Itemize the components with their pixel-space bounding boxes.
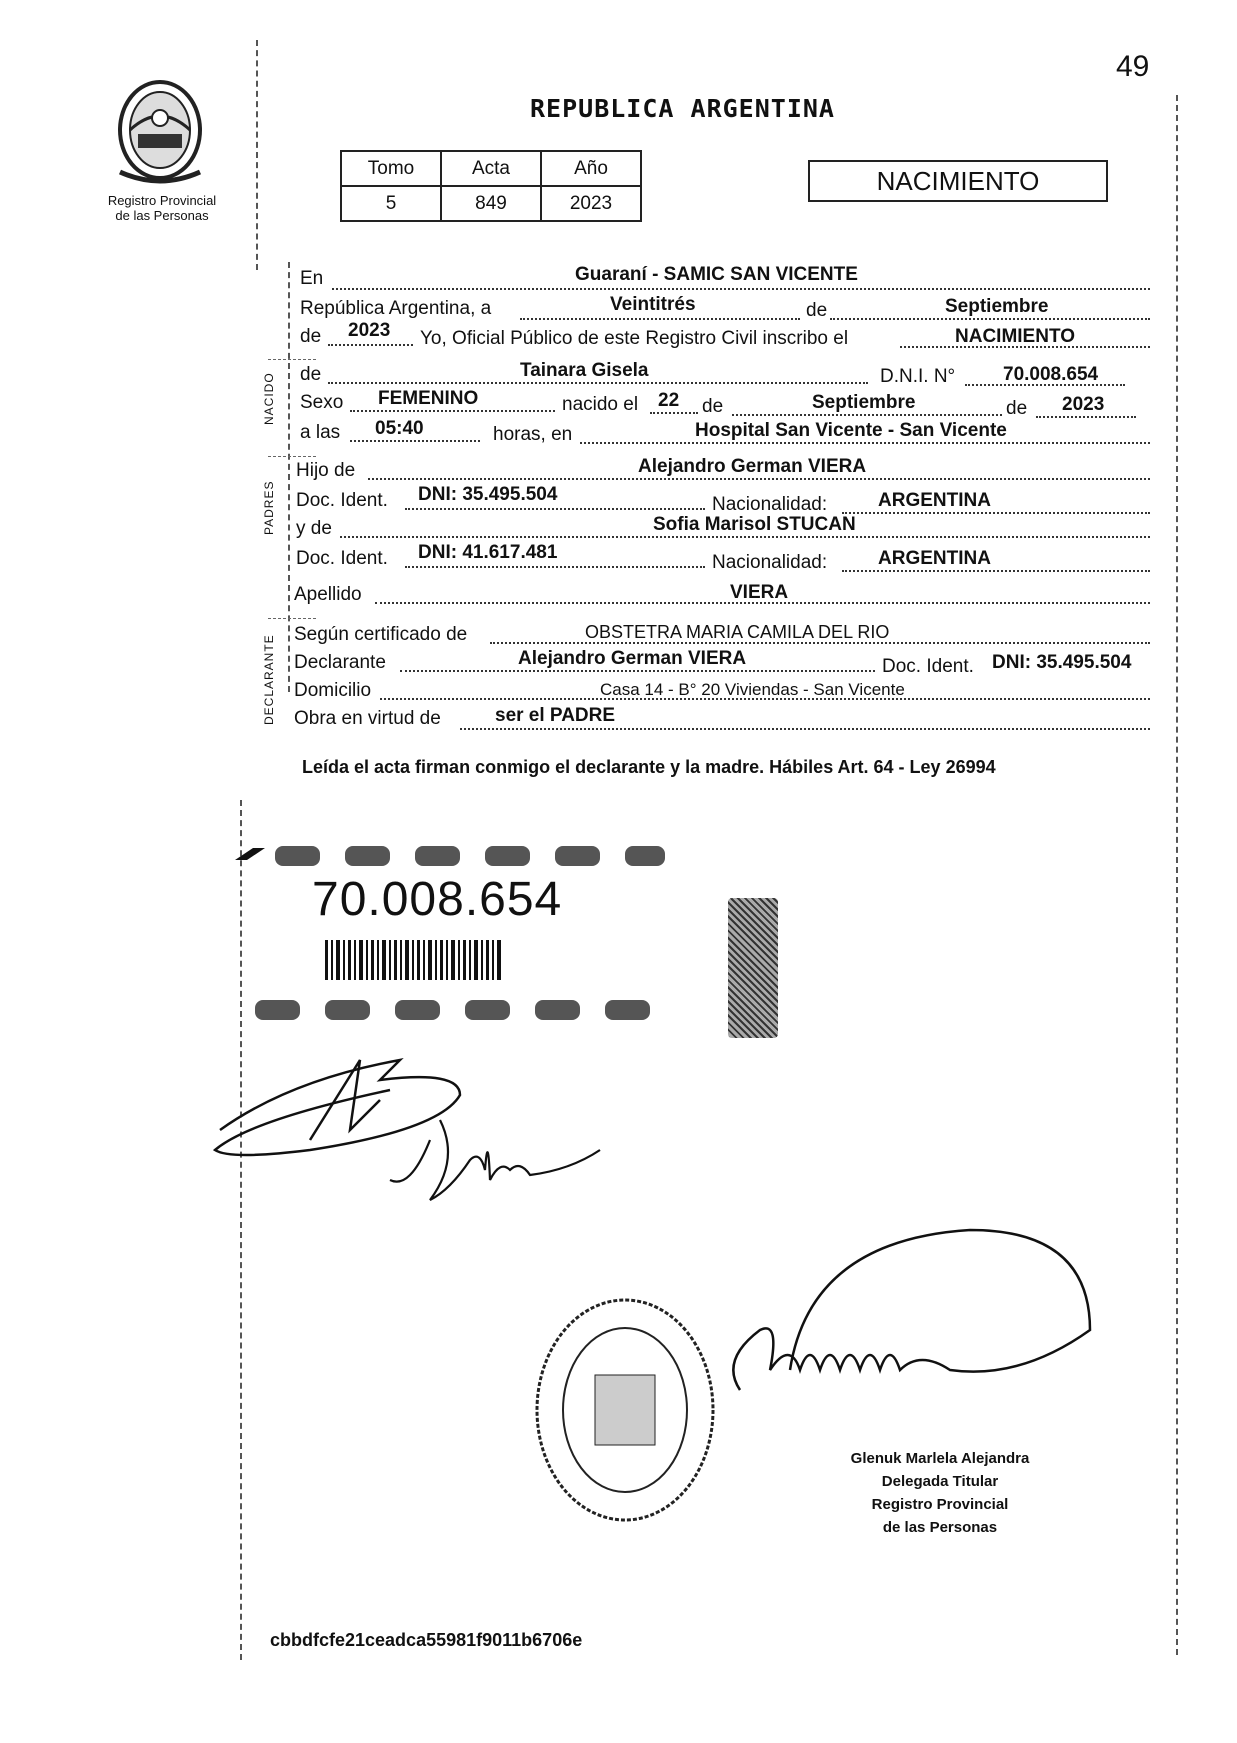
label-de-anio-nac: de (1006, 398, 1028, 419)
value-tipo: NACIMIENTO (955, 326, 1075, 347)
dots-mes-nac (732, 414, 1002, 416)
label-yo-oficial: Yo, Oficial Público de este Registro Civil inscribo el (420, 328, 849, 349)
official-name: Glenuk Marlela Alejandra (850, 1450, 1030, 1467)
value-mes: Septiembre (945, 296, 1049, 317)
value-obra: ser el PADRE (495, 705, 616, 726)
barcode-number: 70.008.654 (312, 873, 563, 926)
registry-line1: Registro Provincial (107, 193, 217, 208)
label-a-las: a las (300, 422, 341, 443)
value-dia-letras: Veintitrés (610, 294, 696, 315)
dots-sexo (350, 410, 555, 412)
label-en: En (300, 268, 324, 289)
value-lugar-nac: Hospital San Vicente - San Vicente (695, 420, 1007, 441)
hologram-seal (728, 898, 778, 1038)
dots-padre (368, 478, 1150, 480)
dots-obra (460, 728, 1150, 730)
label-domicilio: Domicilio (294, 680, 372, 701)
registry-caption (92, 193, 232, 223)
section-divider-1 (268, 359, 316, 360)
section-declarante: DECLARANTE (262, 634, 276, 725)
acta-value: 849 (441, 186, 541, 221)
dots-declarante (400, 670, 875, 672)
label-apellido: Apellido (294, 584, 362, 605)
official-role: Delegada Titular (881, 1473, 999, 1490)
mother-signature (370, 1100, 610, 1210)
value-domicilio: Casa 14 - B° 20 Viviendas - San Vicente (600, 680, 905, 699)
value-declarante: Alejandro German VIERA (518, 648, 747, 669)
value-mes-nac: Septiembre (812, 392, 916, 413)
value-sexo: FEMENINO (378, 388, 479, 409)
dots-lugar-nac (580, 442, 1150, 444)
label-nac-padre: Nacionalidad: (712, 494, 828, 515)
label-hijo-de: Hijo de (296, 460, 356, 481)
dots-dia (520, 318, 800, 320)
value-padre: Alejandro German VIERA (638, 456, 867, 477)
security-label (235, 840, 675, 1030)
value-apellido: VIERA (730, 582, 789, 603)
province-logo (110, 72, 210, 192)
dots-en (332, 288, 1150, 290)
dots-madre-doc (405, 566, 705, 568)
value-hora: 05:40 (375, 418, 424, 439)
tomo-header: Tomo (341, 151, 441, 186)
dots-madre-nac (842, 570, 1150, 572)
dots-madre (340, 536, 1150, 538)
official-office1: Registro Provincial (871, 1496, 1009, 1513)
right-margin-line (1176, 95, 1178, 1655)
label-doc-madre: Doc. Ident. (296, 548, 388, 569)
reference-table (340, 150, 642, 222)
value-madre-doc: DNI: 41.617.481 (418, 542, 558, 563)
value-anio: 2023 (348, 320, 391, 341)
label-y-de: y de (296, 518, 332, 539)
anio-value: 2023 (541, 186, 641, 221)
act-type-box: NACIMIENTO (808, 160, 1108, 202)
dots-anio-nac (1036, 416, 1136, 418)
section-divider-2 (268, 456, 316, 457)
official-seal (530, 1295, 720, 1525)
document-hash: cbbdfcfe21ceadca55981f9011b6706e (270, 1630, 583, 1650)
section-divider-3 (268, 618, 316, 619)
value-nombre: Tainara Gisela (520, 360, 649, 381)
dots-mes (830, 318, 1150, 320)
value-lugar: Guaraní - SAMIC SAN VICENTE (575, 264, 858, 285)
label-horas-en: horas, en (493, 424, 573, 445)
value-dni: 70.008.654 (1003, 364, 1099, 385)
label-segun-certificado: Según certificado de (294, 624, 468, 645)
tomo-value: 5 (341, 186, 441, 221)
value-madre-nac: ARGENTINA (878, 548, 991, 569)
registry-line2: de las Personas (115, 208, 209, 223)
value-madre: Sofia Marisol STUCAN (653, 514, 856, 535)
dots-hora (350, 440, 480, 442)
label-de-anio: de (300, 326, 322, 347)
label-obra-en-virtud: Obra en virtud de (294, 708, 441, 729)
label-declarante: Declarante (294, 652, 386, 673)
value-declarante-doc: DNI: 35.495.504 (992, 652, 1132, 673)
value-anio-nac: 2023 (1062, 394, 1105, 415)
page-title: REPUBLICA ARGENTINA (530, 94, 835, 123)
value-padre-nac: ARGENTINA (878, 490, 991, 511)
value-certificado: OBSTETRA MARIA CAMILA DEL RIO (585, 622, 890, 642)
label-sexo: Sexo (300, 392, 344, 413)
official-office2: de las Personas (882, 1519, 998, 1536)
section-padres: PADRES (262, 480, 276, 535)
closing-note: Leída el acta firman conmigo el declarante y la madre. Hábiles Art. 64 - Ley 26994 (302, 757, 996, 777)
label-de-mes: de (806, 300, 828, 321)
label-doc-declarante: Doc. Ident. (882, 656, 974, 677)
acta-header: Acta (441, 151, 541, 186)
dots-padre-doc (405, 508, 705, 510)
label-de-nombre: de (300, 364, 322, 385)
label-dni: D.N.I. N° (880, 366, 956, 387)
label-nacido-el: nacido el (562, 394, 639, 415)
label-republica: República Argentina, a (300, 298, 492, 319)
dots-anio (328, 344, 413, 346)
label-nac-madre: Nacionalidad: (712, 552, 828, 573)
dots-padre-nac (842, 512, 1150, 514)
value-padre-doc: DNI: 35.495.504 (418, 484, 558, 505)
value-dia-nac: 22 (658, 390, 680, 411)
official-signature (710, 1220, 1110, 1440)
label-de-mes-nac: de (702, 396, 724, 417)
left-margin-line (256, 40, 258, 270)
official-caption (815, 1447, 1065, 1539)
inner-left-line (288, 262, 290, 692)
page-number: 49 (1116, 50, 1150, 83)
anio-header: Año (541, 151, 641, 186)
dots-dia-nac (650, 412, 698, 414)
dots-nombre (328, 382, 868, 384)
section-nacido: NACIDO (262, 372, 276, 425)
label-doc-padre: Doc. Ident. (296, 490, 388, 511)
